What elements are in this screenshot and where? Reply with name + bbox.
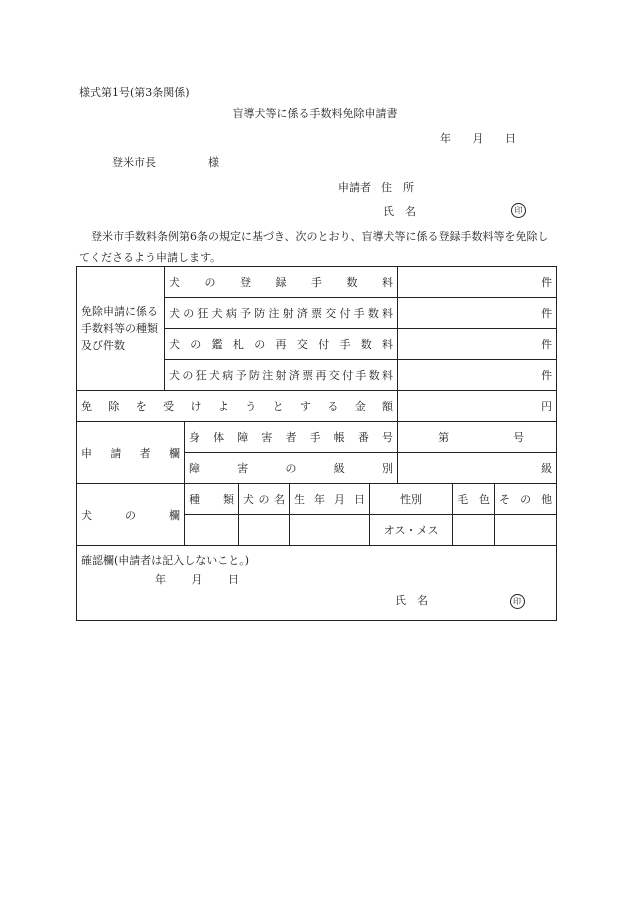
confirmation-label: 確認欄(申請者は記入しないこと。): [81, 554, 250, 567]
handbook-suffix: 号: [513, 431, 525, 444]
applicant-section-header: 申請者欄: [77, 422, 185, 484]
dog-name-field[interactable]: [239, 515, 290, 546]
fee-label: 犬の狂犬病予防注射済票交付手数料: [165, 298, 398, 329]
fee-count-field[interactable]: 件: [398, 267, 557, 298]
disability-grade-label: 障害の級別: [185, 453, 398, 484]
dog-column-header: その他: [495, 484, 557, 515]
applicant-address-line: [338, 179, 414, 195]
dog-other-field[interactable]: [495, 515, 557, 546]
applicant-name-line: [383, 203, 523, 219]
amount-field[interactable]: 円: [398, 391, 557, 422]
document-title: 盲導犬等に係る手数料免除申請書: [232, 107, 398, 120]
addressee: [112, 154, 219, 170]
seal-icon: 印: [511, 203, 526, 218]
applicant-address-label: 住 所: [381, 181, 414, 194]
handbook-number-label: 身体障害者手帳番号: [185, 422, 398, 453]
confirm-year: 年: [155, 573, 166, 586]
disability-grade-field[interactable]: 級: [398, 453, 557, 484]
request-statement: 登米市手数料条例第6条の規定に基づき、次のとおり、盲導犬等に係る登録手数料等を免除してくださるよう申請します。: [79, 230, 549, 264]
dog-sex-field[interactable]: オス・メス: [370, 515, 453, 546]
confirmation-section: [77, 546, 557, 621]
dog-column-header: 種類: [185, 484, 239, 515]
fee-label: 犬の登録手数料: [165, 267, 398, 298]
addressee-name: 登米市長: [112, 156, 156, 169]
applicant-name-label: 氏 名: [383, 205, 416, 218]
dog-column-header: 性別: [370, 484, 453, 515]
dog-column-header: 生年月日: [290, 484, 370, 515]
dog-breed-field[interactable]: [185, 515, 239, 546]
confirm-day: 日: [228, 573, 239, 586]
application-table: [76, 266, 557, 621]
dog-column-header: 犬の名: [239, 484, 290, 515]
confirmation-signature: [395, 592, 525, 609]
confirmation-date: [81, 571, 552, 590]
dog-birthdate-field[interactable]: [290, 515, 370, 546]
confirm-name-label: 氏 名: [395, 594, 428, 607]
fees-header: 免除申請に係る手数料等の種類及び件数: [77, 267, 165, 391]
dog-column-header: 毛色: [453, 484, 495, 515]
date-day: 日: [505, 132, 516, 145]
addressee-honorific: 様: [208, 156, 219, 169]
fee-label: 犬の狂犬病予防注射済票再交付手数料: [165, 360, 398, 391]
application-date: [440, 130, 534, 146]
dog-section-header: 犬の欄: [77, 484, 185, 546]
fee-count-field[interactable]: 件: [398, 360, 557, 391]
handbook-number-field[interactable]: [398, 422, 557, 453]
applicant-label: 申請者: [338, 181, 371, 194]
handbook-prefix: 第: [438, 431, 450, 444]
confirm-month: 月: [191, 573, 203, 586]
date-year: 年: [440, 132, 451, 145]
dog-color-field[interactable]: [453, 515, 495, 546]
date-month: 月: [472, 132, 484, 145]
fee-count-field[interactable]: 件: [398, 298, 557, 329]
seal-icon: 印: [510, 594, 525, 609]
fee-count-field[interactable]: 件: [398, 329, 557, 360]
amount-label: 免除を受けようとする金額: [77, 391, 398, 422]
fee-label: 犬の鑑札の再交付手数料: [165, 329, 398, 360]
form-number: 様式第1号(第3条関係): [79, 86, 190, 99]
